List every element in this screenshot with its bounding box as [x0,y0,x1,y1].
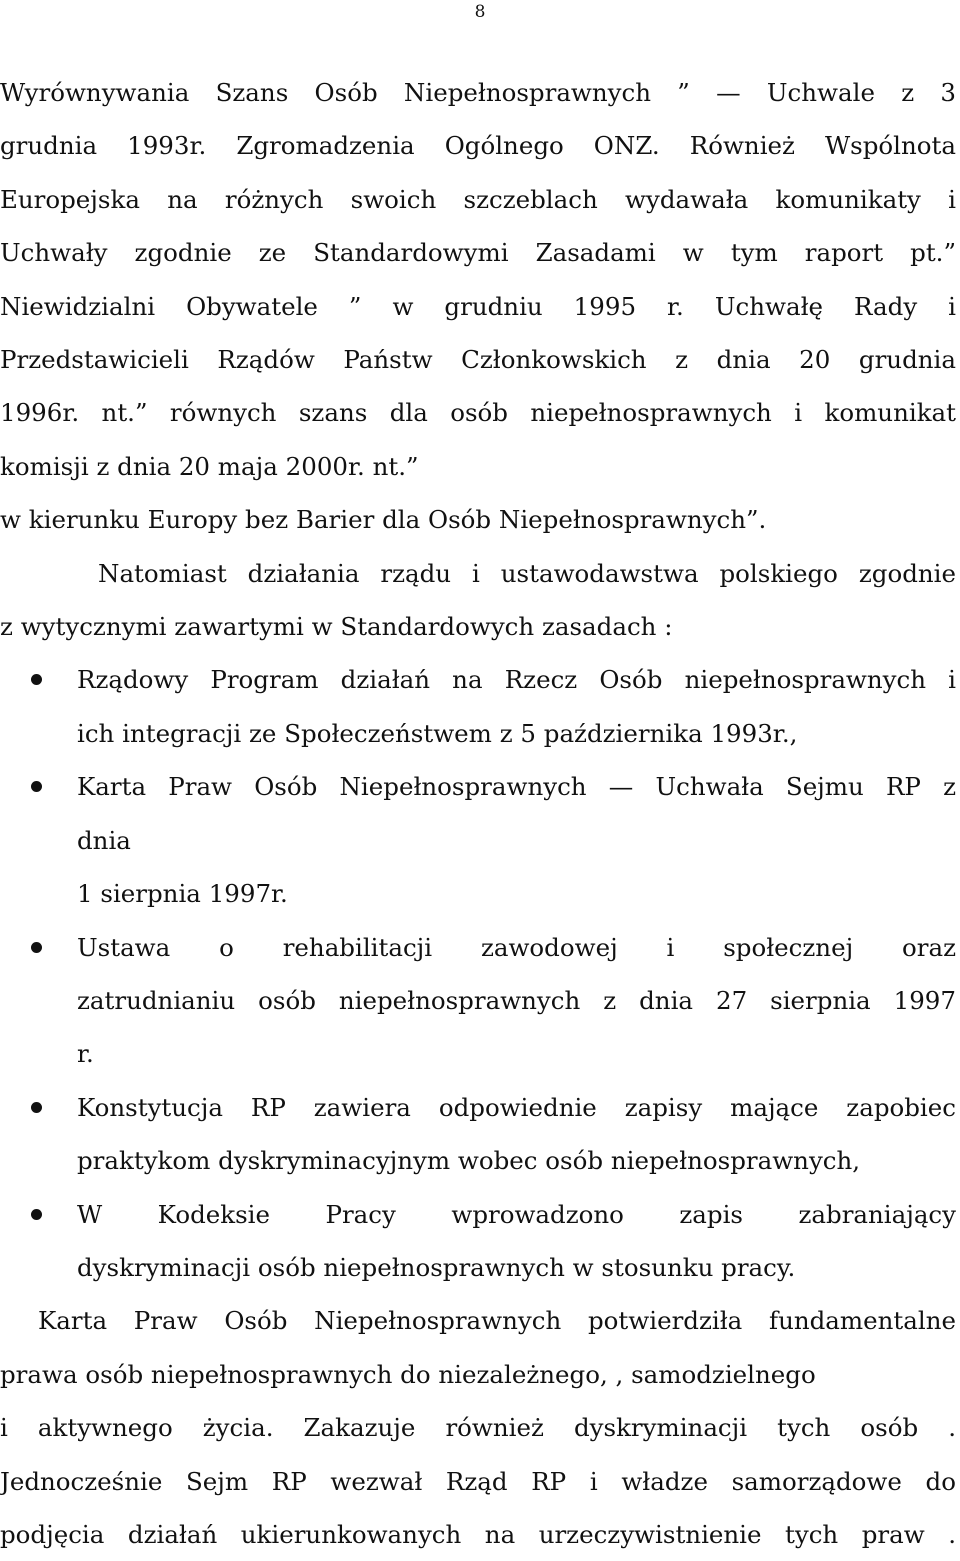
text-line: praktykom dyskryminacyjnym wobec osób niepełnosprawnych, [77,1146,861,1176]
text-line: Karta Praw Osób Niepełnosprawnych potwierdziła fundamentalne [38,1306,956,1336]
text-line: Konstytucja RP zawiera odpowiednie zapisy mające zapobiec [77,1092,956,1122]
document-body [0,66,956,1561]
bullet-icon [31,942,42,953]
paragraph-intro [0,66,956,547]
text-line: komisji z dnia 20 maja 2000r. nt.” [0,451,419,481]
text-line: zatrudnianiu osób niepełnosprawnych z dnia 27 sierpnia 1997 [77,985,956,1015]
text-line: podjęcia działań ukierunkowanych na urzeczywistnienie tych praw . [0,1519,956,1549]
text-line: r. [77,1039,94,1069]
page-number: 8 [474,2,486,22]
list-item [0,653,956,760]
text-line: W Kodeksie Pracy wprowadzono zapis zabraniający [77,1199,956,1229]
legislation-list [0,653,956,1294]
bullet-icon [31,1209,42,1220]
text-line: Rządowy Program działań na Rzecz Osób niepełnosprawnych i [77,665,956,695]
text-line: ich integracji ze Społeczeństwem z 5 października 1993r., [77,718,798,748]
paragraph-charter [0,1294,956,1561]
list-item [0,760,956,920]
bullet-icon [31,781,42,792]
text-line: Uchwały zgodnie ze Standardowymi Zasadami w tym raport pt.” [0,238,956,268]
list-item [0,1188,956,1295]
text-line: Natomiast działania rządu i ustawodawstwa polskiego zgodnie [98,558,956,588]
text-line: Karta Praw Osób Niepełnosprawnych — Uchwała Sejmu RP z [77,772,956,802]
text-line: grudnia 1993r. Zgromadzenia Ogólnego ONZ. Również Wspólnota [0,131,956,161]
text-line: Niewidzialni Obywatele ” w grudniu 1995 r. Uchwałę Rady i [0,291,956,321]
text-line: dnia [77,825,131,855]
text-line: Ustawa o rehabilitacji zawodowej i społecznej oraz [77,932,956,962]
text-line: 1 sierpnia 1997r. [77,879,288,909]
text-line: Przedstawicieli Rządów Państw Członkowskich z dnia 20 grudnia [0,345,956,375]
text-line: i aktywnego życia. Zakazuje również dyskryminacji tych osób . [0,1413,956,1443]
text-line: Jednocześnie Sejm RP wezwał Rząd RP i władze samorządowe do [0,1466,956,1496]
paragraph-government-actions [0,547,956,654]
list-item [0,1081,956,1188]
bullet-icon [31,674,42,685]
text-line: w kierunku Europy bez Barier dla Osób Niepełnosprawnych”. [0,505,767,535]
text-line: Europejska na różnych swoich szczeblach wydawała komunikaty i [0,184,956,214]
text-line: 1996r. nt.” równych szans dla osób niepełnosprawnych i komunikat [0,398,956,428]
text-line: dyskryminacji osób niepełnosprawnych w stosunku pracy. [77,1252,796,1282]
list-item [0,921,956,1081]
text-line: prawa osób niepełnosprawnych do niezależnego, , samodzielnego [0,1359,816,1389]
bullet-icon [31,1102,42,1113]
text-line: z wytycznymi zawartymi w Standardowych zasadach : [0,612,673,642]
text-line: Wyrównywania Szans Osób Niepełnosprawnych ” — Uchwale z 3 [0,78,956,107]
